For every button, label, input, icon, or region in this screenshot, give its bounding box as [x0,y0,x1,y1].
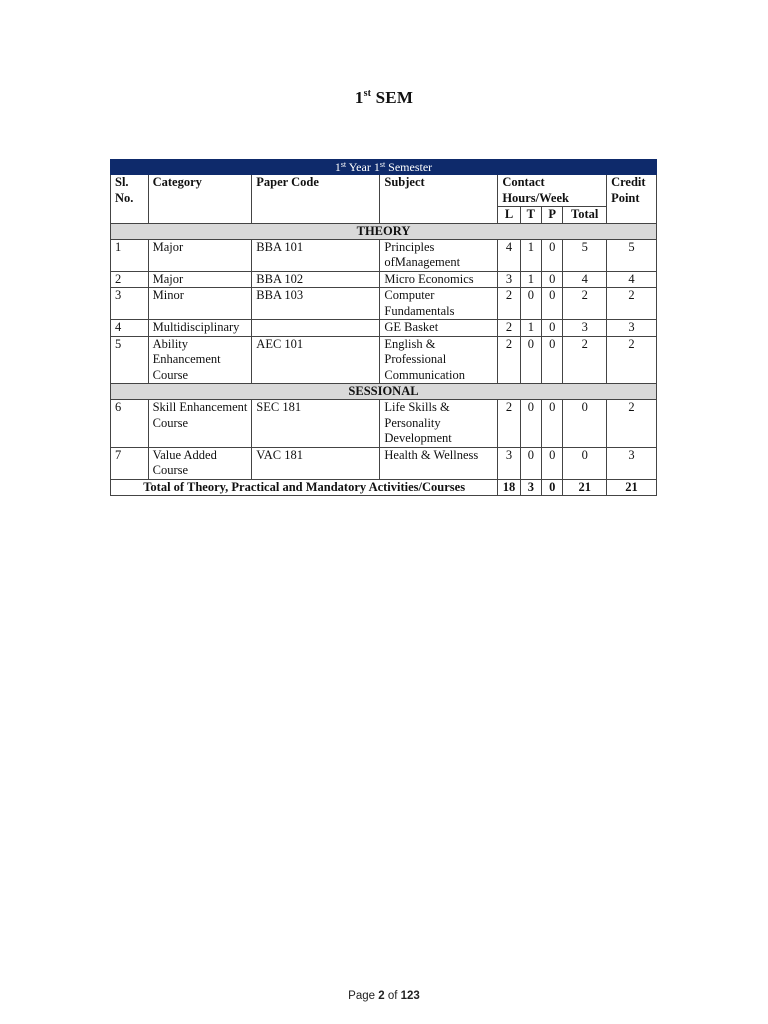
table-header-row [111,175,657,207]
cell-code: VAC 181 [252,447,380,479]
semester-banner: 1st Year 1st Semester [111,160,657,175]
total-label: Total of Theory, Practical and Mandatory Activities/Courses [111,479,498,496]
cell-subject: Principles ofManagement [380,239,498,271]
header-paper-code: Paper Code [252,175,380,224]
header-subject: Subject [380,175,498,224]
total-l: 18 [498,479,520,496]
cell-l: 2 [498,288,520,320]
cell-total: 2 [563,336,607,384]
cell-code: BBA 103 [252,288,380,320]
cell-category: Minor [148,288,252,320]
cell-t: 0 [520,288,541,320]
cell-subject: Life Skills & Personality Development [380,400,498,448]
cell-t: 1 [520,271,541,288]
cell-sl: 5 [111,336,149,384]
cell-p: 0 [542,239,563,271]
cell-l: 4 [498,239,520,271]
cell-p: 0 [542,447,563,479]
header-sl-no: Sl. No. [111,175,149,224]
total-p: 0 [542,479,563,496]
cell-p: 0 [542,400,563,448]
section-sessional: SESSIONAL [111,384,657,400]
cell-credit: 2 [607,288,657,320]
cell-total: 5 [563,239,607,271]
page-footer: Page 2 of 123 [348,990,420,1002]
header-p: P [542,207,563,224]
section-sessional-row [111,384,657,400]
cell-t: 0 [520,400,541,448]
header-contact-hours: Contact Hours/Week [498,175,607,207]
total-row [111,479,657,496]
header-l: L [498,207,520,224]
total-t: 3 [520,479,541,496]
cell-credit: 4 [607,271,657,288]
cell-p: 0 [542,336,563,384]
cell-category: Value Added Course [148,447,252,479]
cell-l: 3 [498,271,520,288]
header-t: T [520,207,541,224]
cell-p: 0 [542,288,563,320]
cell-category: Ability Enhancement Course [148,336,252,384]
cell-total: 0 [563,447,607,479]
cell-subject: Micro Economics [380,271,498,288]
cell-credit: 3 [607,320,657,337]
cell-l: 2 [498,400,520,448]
page-title: 1st SEM [354,88,414,107]
cell-total: 4 [563,271,607,288]
semester-course-table [110,159,657,496]
cell-sl: 4 [111,320,149,337]
total-credit: 21 [607,479,657,496]
cell-code [252,320,380,337]
table-row [111,239,657,271]
cell-p: 0 [542,271,563,288]
total-total: 21 [563,479,607,496]
table-row [111,271,657,288]
table-row [111,288,657,320]
cell-subject: Health & Wellness [380,447,498,479]
cell-l: 2 [498,336,520,384]
cell-credit: 5 [607,239,657,271]
cell-t: 0 [520,447,541,479]
cell-sl: 1 [111,239,149,271]
cell-code: BBA 102 [252,271,380,288]
cell-t: 1 [520,239,541,271]
cell-credit: 2 [607,336,657,384]
table-row [111,320,657,337]
cell-category: Major [148,239,252,271]
table-row [111,336,657,384]
section-theory-row [111,223,657,239]
cell-code: SEC 181 [252,400,380,448]
header-total: Total [563,207,607,224]
section-theory: THEORY [111,223,657,239]
cell-sl: 3 [111,288,149,320]
cell-total: 3 [563,320,607,337]
table-row [111,447,657,479]
cell-subject: Computer Fundamentals [380,288,498,320]
cell-t: 1 [520,320,541,337]
cell-credit: 2 [607,400,657,448]
cell-sl: 6 [111,400,149,448]
cell-code: AEC 101 [252,336,380,384]
cell-category: Major [148,271,252,288]
cell-category: Multidisciplinary [148,320,252,337]
cell-total: 2 [563,288,607,320]
cell-l: 3 [498,447,520,479]
header-category: Category [148,175,252,224]
header-credit-point: Credit Point [607,175,657,224]
cell-sl: 7 [111,447,149,479]
cell-credit: 3 [607,447,657,479]
cell-code: BBA 101 [252,239,380,271]
cell-p: 0 [542,320,563,337]
cell-sl: 2 [111,271,149,288]
cell-t: 0 [520,336,541,384]
cell-total: 0 [563,400,607,448]
cell-subject: English & Professional Communication [380,336,498,384]
cell-l: 2 [498,320,520,337]
cell-category: Skill Enhancement Course [148,400,252,448]
cell-subject: GE Basket [380,320,498,337]
table-row [111,400,657,448]
